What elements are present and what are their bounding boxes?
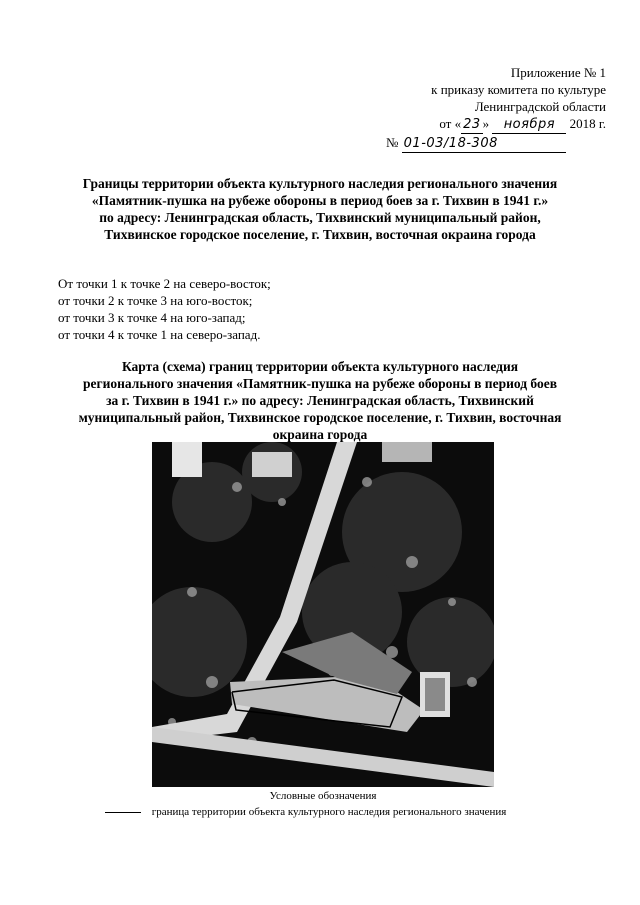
legend-item [105, 806, 506, 818]
appendix-order-number: № 01-03/18-308 [326, 134, 606, 153]
appendix-number: Приложение № 1 [510, 65, 606, 80]
appendix-order: к приказу комитета по культуре [431, 82, 606, 97]
legend-title: Условные обозначения [269, 790, 377, 802]
map-title: Карта (схема) границ территории объекта культурного наследия регионального значения «Памятник-пушка на рубеже обороны в период боев за г. Тихвин в 1941 г.» по адресу: Ленинградская область, Тихвинский муниципальный район, Тихвинское городское поселение, г. Тихвин, восточная окраина города [78, 359, 562, 442]
date-month: ноября [492, 116, 566, 134]
order-number: 01-03/18-308 [402, 135, 566, 153]
svg-text:•: • [332, 678, 335, 684]
boundary-points-list [58, 275, 271, 343]
point-item: от точки 3 к точке 4 на юго-запад; [58, 310, 246, 325]
appendix-region: Ленинградской области [474, 99, 606, 114]
boundary-line-sample [105, 812, 141, 813]
appendix-header [326, 64, 606, 153]
legend-item-label: граница территории объекта культурного наследия регионального значения [151, 806, 507, 818]
point-item: От точки 1 к точке 2 на северо-восток; [58, 276, 271, 291]
appendix-date: от « 23 » ноября 2018 г. [439, 116, 606, 132]
map-photo [152, 442, 494, 787]
point-item: от точки 2 к точке 3 на юго-восток; [58, 293, 253, 308]
document-title: Границы территории объекта культурного наследия регионального значения «Памятник-пушка на рубеже обороны в период боев за г. Тихвин в 1941 г.» по адресу: Ленинградская область, Тихвинский муниципальный район, Тихвинское городское поселение, г. Тихвин, восточная окраина города [82, 176, 558, 242]
point-item: от точки 4 к точке 1 на северо-запад. [58, 327, 261, 342]
aerial-map-image [152, 442, 494, 787]
date-year: 2018 г. [569, 116, 606, 131]
date-day: 23 [463, 117, 481, 132]
